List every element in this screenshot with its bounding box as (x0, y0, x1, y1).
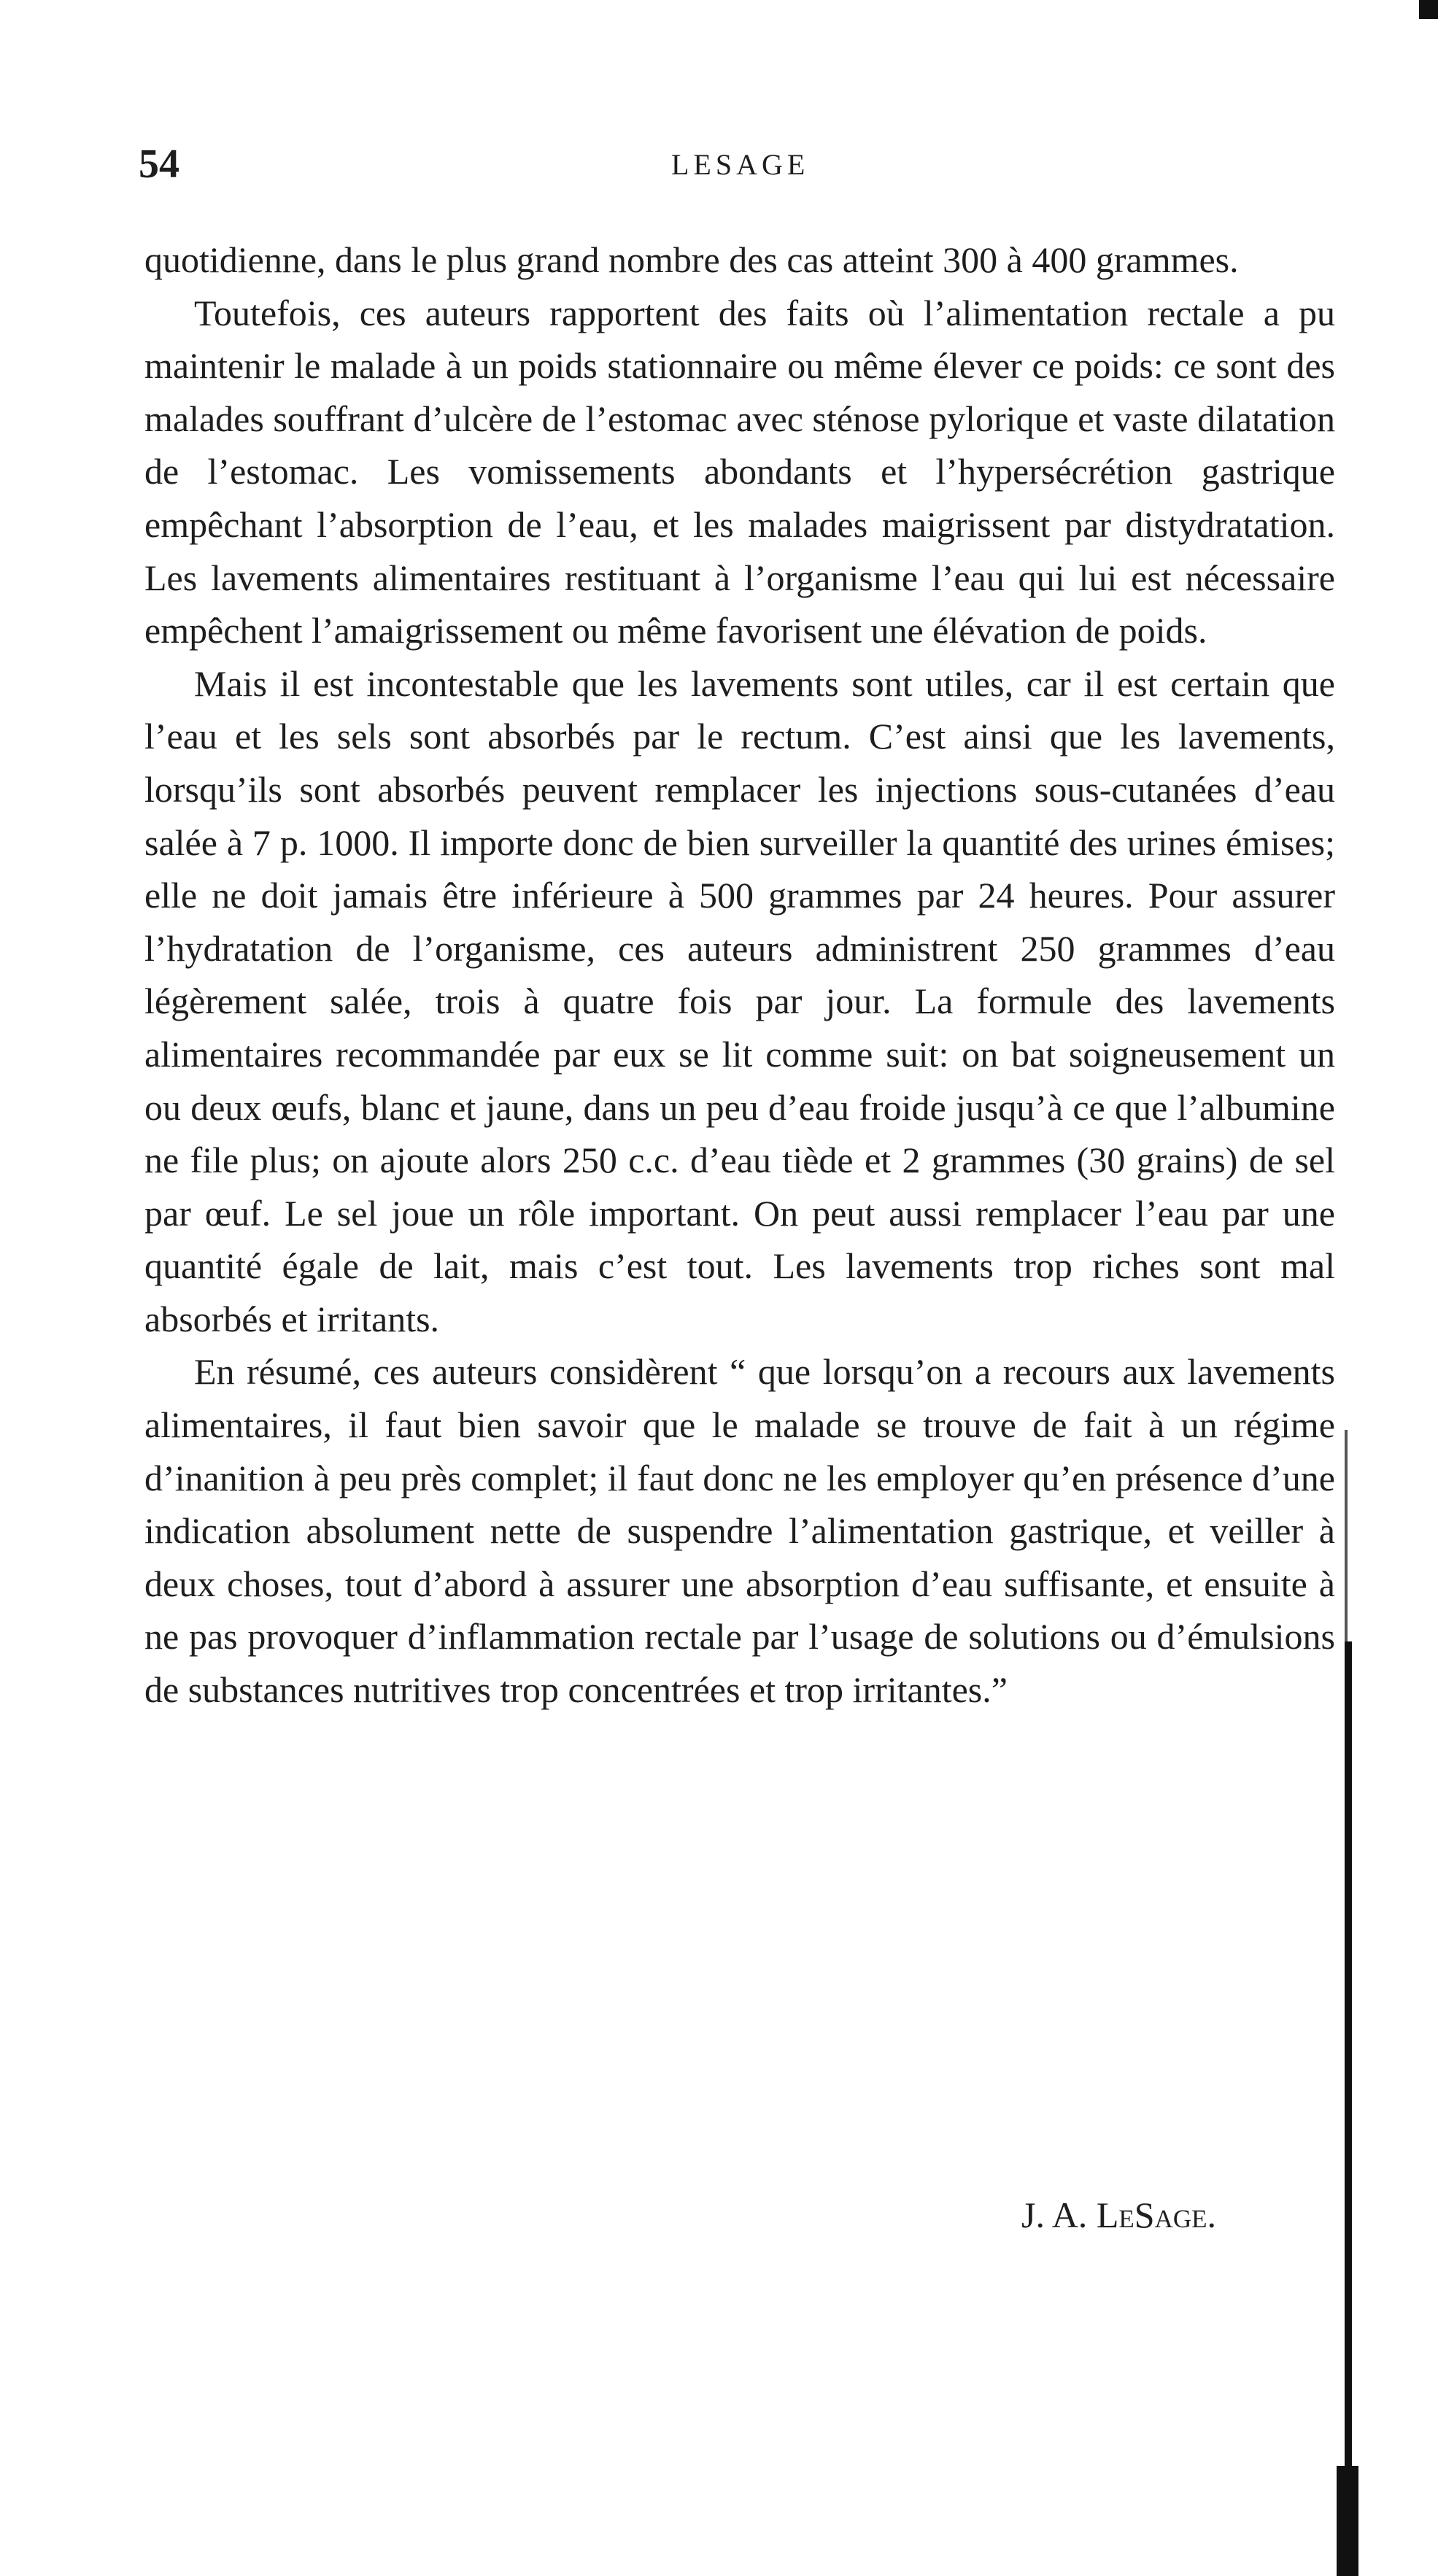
paragraph-en-resume: En résumé, ces auteurs considèrent “ que lorsqu’on a recours aux lavements alimentaires, il faut bien savoir que le malade se trouve de fait à un régime d’inanition à peu près complet; il faut donc ne les employer qu’en présence d’une indication absolument nette de suspendre l’alimentation gastrique, et veiller à deux choses, tout d’abord à assurer une absorption d’eau suffisante, et ensuite à ne pas provoquer d’inflammation rectale par l’usage de solutions ou d’émulsions de substances nutritives trop concentrées et trop irritantes.” (144, 1351, 1335, 1711)
signature-surname: LeSage. (1096, 2194, 1216, 2235)
page-number: 54 (139, 142, 179, 187)
page-header (139, 139, 1335, 190)
signature-initials: J. A. (1021, 2194, 1088, 2235)
author-signature (1021, 2189, 1216, 2241)
body-text (144, 233, 1335, 1717)
paragraph-toutefois: Toutefois, ces auteurs rapportent des faits où l’alimentation rectale a pu maintenir le malade à un poids stationnaire ou même élever ce poids: ce sont des malades souffrant d’ulcère de l’estomac avec sténose pylorique et vaste dilatation de l’estomac. Les vomissements abondants et l’hypersécrétion gastrique empêchant l’absorption de l’eau, et les malades maigrissent par distydratation. Les lavements alimentaires restituant à l’organisme l’eau qui lui est nécessaire empêchent l’amaigrissement ou même favorisent une élévation de poids. (144, 292, 1335, 651)
scan-margin-blot (1337, 2466, 1358, 2576)
scan-margin-edge (1345, 1641, 1352, 2575)
paragraph-continuation: quotidienne, dans le plus grand nombre des cas atteint 300 à 400 grammes. (144, 239, 1239, 280)
scan-margin-line (1345, 1430, 1348, 1649)
scan-corner-mark (1419, 0, 1438, 19)
running-head: LESAGE (671, 148, 810, 181)
paragraph-mais: Mais il est incontestable que les lavements sont utiles, car il est certain que l’eau et les sels sont absorbés par le rectum. C’est ainsi que les lavements, lorsqu’ils sont absorbés peuvent remplacer les injections sous-cutanées d’eau salée à 7 p. 1000. Il importe donc de bien surveiller la quantité des urines émises; elle ne doit jamais être inférieure à 500 grammes par 24 heures. Pour assurer l’hydratation de l’organisme, ces auteurs administrent 250 grammes d’eau légèrement salée, trois à quatre fois par jour. La formule des lavements alimentaires recommandée par eux se lit comme suit: on bat soigneusement un ou deux œufs, blanc et jaune, dans un peu d’eau froide jusqu’à ce que l’albumine ne file plus; on ajoute alors 250 c.c. d’eau tiède et 2 grammes (30 grains) de sel par œuf. Le sel joue un rôle important. On peut aussi remplacer l’eau par une quantité égale de lait, mais c’est tout. Les lavements trop riches sont mal absorbés et irritants. (144, 662, 1335, 1339)
